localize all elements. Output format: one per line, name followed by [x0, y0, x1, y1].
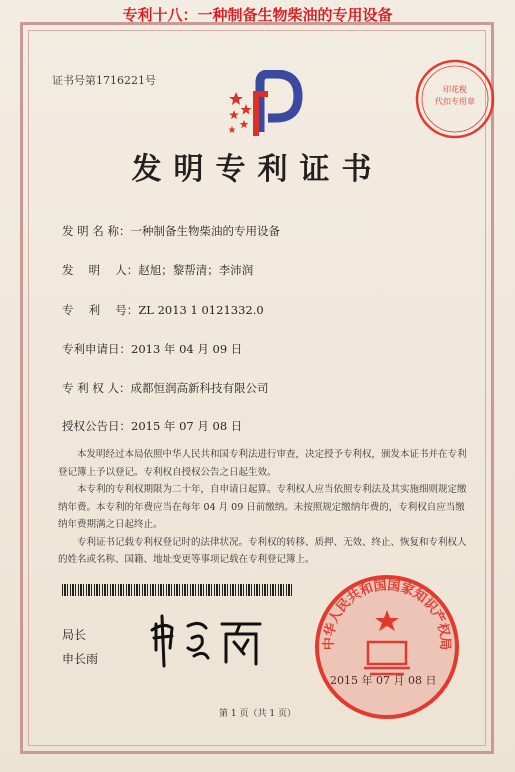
official-seal-icon [312, 572, 462, 726]
field-patentee [62, 380, 268, 396]
field-label: 专 利 权 人： [62, 381, 131, 395]
agency-seal-icon [412, 56, 498, 146]
director-name: 申长雨 [62, 652, 99, 666]
body-text [58, 446, 468, 569]
banner-title: 专利十八：一种制备生物柴油的专用设备 [122, 6, 393, 24]
certificate-number: 证书号第1716221号 [52, 74, 156, 87]
field-value: 赵旭；黎帮清；李沛润 [138, 263, 254, 277]
director-role: 局长 [62, 628, 87, 642]
seal-date: 2015 年 07 月 08 日 [330, 674, 437, 687]
field-patent-number [62, 302, 264, 318]
field-value: 2015 年 07 月 08 日 [131, 419, 243, 433]
field-inventors [62, 262, 253, 278]
field-value: ZL 2013 1 0121332.0 [138, 303, 264, 317]
field-grant-date [62, 418, 242, 434]
page-footer: 第 1 页（共 1 页） [219, 709, 296, 719]
paragraph-1: 本发明经过本局依照中华人民共和国专利法进行审查，决定授予专利权，颁发本证书并在专利登记簿上予以登记。专利权自授权公告之日起生效。 [58, 449, 467, 478]
document-title: 发明专利证书 [131, 152, 384, 187]
field-label: 授权公告日： [62, 419, 131, 433]
field-label: 专 利 号： [62, 303, 139, 317]
field-application-date [62, 341, 242, 357]
barcode [62, 584, 292, 596]
field-invention-name [62, 223, 280, 239]
seal-text: 中华人民共和国国家知识产权局 [321, 578, 453, 651]
director-signature [148, 610, 268, 674]
field-value: 一种制备生物柴油的专用设备 [130, 224, 280, 238]
field-value: 2013 年 04 月 09 日 [131, 342, 243, 356]
field-label: 专利申请日： [62, 342, 131, 356]
paragraph-2: 本专利的专利权期限为二十年，自申请日起算。专利权人应当依照专利法及其实施细则规定缴纳年费。本专利的年费应当在每年 04 月 09 日前缴纳。未按照规定缴纳年费的，专利权自应当缴纳年费期满之日起终止。 [58, 484, 467, 530]
sipo-logo-icon [222, 70, 308, 144]
paragraph-3: 专利证书记载专利权登记时的法律状况。专利权的转移、质押、无效、终止、恢复和专利权人的姓名或名称、国籍、地址变更等事项记载在专利登记簿上。 [58, 536, 467, 565]
field-label: 发 明 名 称： [62, 224, 131, 238]
field-label: 发 明 人： [62, 263, 139, 277]
svg-text:代扣专用章: 代扣专用章 [435, 97, 475, 106]
field-value: 成都恒润高新科技有限公司 [130, 381, 269, 395]
svg-text:印花税: 印花税 [443, 85, 467, 94]
